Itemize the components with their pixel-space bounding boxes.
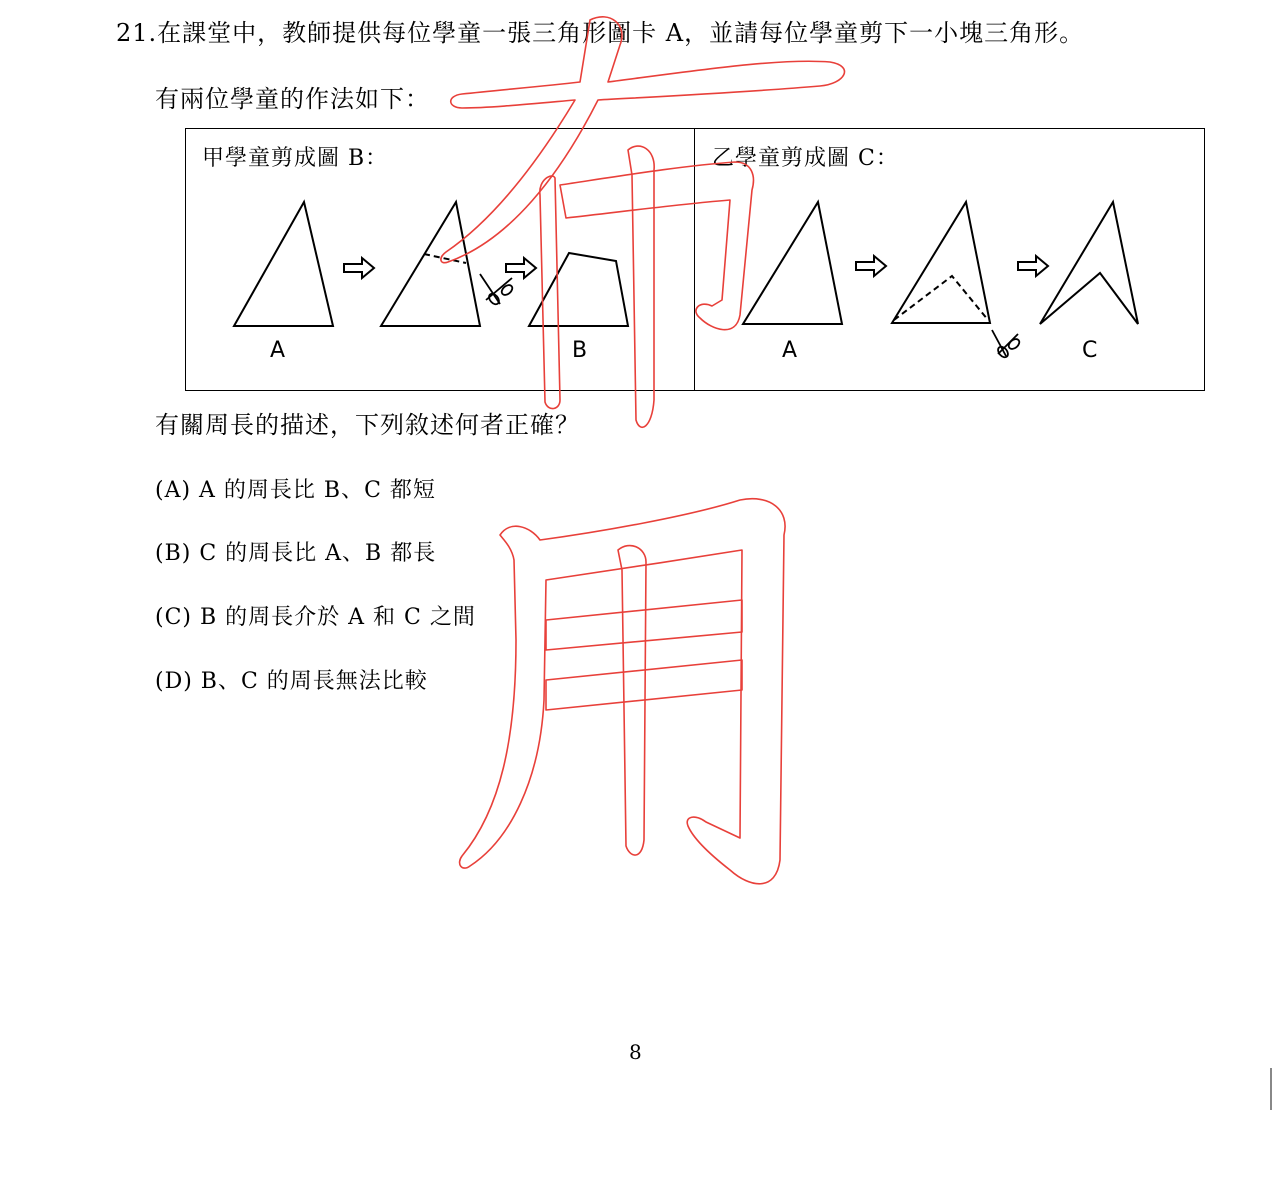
arrow-right-icon [1018,256,1048,276]
arrow-right-icon [344,258,374,278]
label-b: B [572,338,588,363]
question-text-line2: 有兩位學童的作法如下： [155,85,430,113]
panel-a-title: 甲學童剪成圖 B： [202,146,389,171]
scissors-icon [480,274,514,306]
option-b: (B) C 的周長比 A、B 都長 [155,541,437,566]
page-number: 8 [629,1040,642,1064]
label-a-right: A [782,338,798,363]
dashed-cut-line [424,254,466,263]
panel-b-title: 乙學童剪成圖 C： [712,146,899,171]
question-text-line1: 21.在課堂中，教師提供每位學童一張三角形圖卡 A，並請每位學童剪下一小塊三角形。 [116,19,1085,47]
option-c: (C) B 的周長介於 A 和 C 之間 [155,605,476,630]
option-d: (D) B、C 的周長無法比較 [155,669,428,694]
arrow-right-icon [506,258,536,278]
scissors-icon [992,330,1021,359]
scroll-edge-mark [1270,1068,1272,1110]
triangle-cut-shape [381,202,480,326]
triangle-a2-shape [743,202,842,324]
shape-c [1040,202,1138,324]
label-c: C [1082,338,1098,363]
triangle-a-shape [234,202,333,326]
triangle-cut2-shape [892,202,990,323]
question-prompt: 有關周長的描述，下列敘述何者正確？ [155,411,580,439]
arrow-right-icon [856,256,886,276]
option-a: (A) A 的周長比 B、C 都短 [155,478,436,503]
shape-b [529,253,628,326]
label-a-left: A [270,338,286,363]
